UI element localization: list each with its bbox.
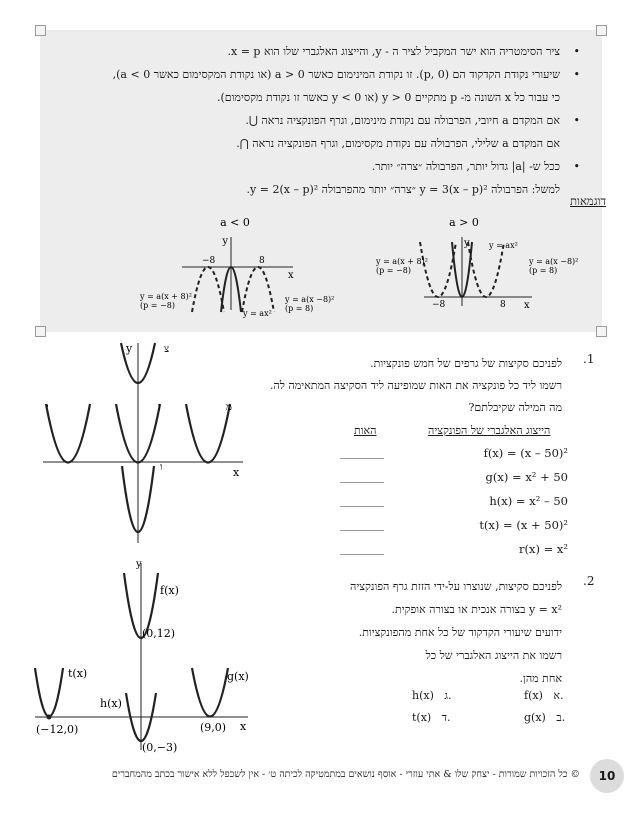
tick-label: 8 [259,256,265,266]
q2-line: רשמו את הייצוג האלגברי של כל [425,649,562,662]
parabola-t [46,404,90,463]
function-expression: h(x) = x² – 50 [489,494,568,508]
label-left-eq: y = a(x + 8)² [376,257,428,266]
summary-continuation: למשל: הפרבולה y = 3(x – p)² ״צרה״ יותר מהפרבולה y = 2(x – p)². [246,183,560,196]
example-graph-positive [372,212,582,312]
q1-row [340,470,568,494]
summary-bullet: • אם המקדם a חיובי, הפרבולה עם נקודת מינימום, וגרף הפונקציה נראה ⋃. [245,114,580,127]
q1-line: רשמו ליד כל פונקציה את האות שמופיעה ליד הסקיצה המתאימה לה. [269,379,562,392]
summary-bullet: • ככל ש- |a| גדול יותר, הפרבולה ״צרה״ יותר. [371,160,580,173]
parabola-right [242,267,274,312]
summary-continuation: כי עבור כל x השונה מ- p מתקיים y > 0 (או y < 0 כאשר זו נקודת מקסימום). [216,91,560,104]
q1-line: לפניכם סקיצות של גרפים של חמש פונקציות. [370,357,562,370]
q2-item-t: t(x) ד. [412,711,451,724]
summary-bullet: • שיעורי נקודת הקדקוד הם (p, 0). זו נקודת המינימום כאשר a > 0 (או נקודת המקסימום כאשר a < 0), [112,68,580,81]
function-expression: g(x) = x² + 50 [485,470,568,484]
q1-number: .1 [583,352,595,366]
example-pos-title: a > 0 [449,216,479,229]
parabola-left [420,242,456,297]
example-graph-negative [130,212,340,322]
y-axis-label: y [126,342,133,355]
examples-title: דוגמאות [570,194,606,208]
g-vertex-label: (9,0) [200,721,227,734]
q2-number: .2 [583,574,595,588]
q1-graph [38,338,248,548]
graph-letter: צ [164,344,170,355]
q2-line: y = x² בצורה אנכית או בצורה אופקית. [391,603,562,616]
box-corner [35,326,46,337]
q2-item-f: f(x) א. [524,689,564,702]
t-vertex-label: (−12,0) [36,723,79,736]
tick-label: −8 [202,256,216,266]
label-left-p: (p = −8) [376,266,411,275]
t-label: t(x) [68,667,88,680]
q1-line: מה המילה שקיבלתם? [468,401,562,414]
tick-label: 8 [500,300,506,310]
summary-list [52,40,582,201]
y-axis-label: y [222,236,228,247]
box-corner [35,25,46,36]
h-label: h(x) [100,697,122,710]
label-center: y = ax² [489,241,518,250]
graph-letter: ו [158,402,161,413]
h-vertex-label: (0,−3) [142,741,178,754]
f-vertex-label: (0,12) [142,627,176,640]
answer-blank[interactable]: ________ [340,470,384,483]
q1-col-func-header: הייצוג האלגברי של הפונקציה [428,424,551,437]
y-axis-label: y [464,238,470,249]
q1-table [340,446,568,566]
box-corner [596,25,607,36]
q1-text [262,353,562,419]
page-number: 10 [590,759,624,793]
parabola-left [192,267,224,312]
x-axis-label: x [233,466,240,479]
x-axis-label: x [524,300,530,311]
x-axis-label: x [240,720,247,733]
label-right-p: (p = 8) [529,266,558,275]
q1-row [340,542,568,566]
label-left-eq: y = a(x + 8)² [140,292,192,301]
parabola-g [192,668,228,717]
q2-text [262,575,562,690]
t-vertex-point [47,715,52,720]
answer-blank[interactable]: ________ [340,494,384,507]
label-center: y = ax² [243,309,272,318]
q2-item-h: h(x) ג. [412,689,452,702]
q1-row [340,494,568,518]
answer-blank[interactable]: ________ [340,542,384,555]
summary-continuation: אם המקדם a שלילי, הפרבולה עם נקודת מקסימום, וגרף הפונקציה נראה ⋂. [236,137,560,150]
function-expression: r(x) = x² [519,542,568,556]
box-corner [596,326,607,337]
g-label: g(x) [227,670,249,683]
parabola-right [468,242,504,297]
q2-graph [30,555,260,755]
function-expression: t(x) = (x + 50)² [479,518,568,532]
parabola-f [186,404,230,463]
f-label: f(x) [160,584,179,597]
label-right-p: (p = 8) [285,304,314,313]
function-expression: f(x) = (x – 50)² [483,446,568,460]
q2-line: ידועים שיעורי הקדקוד של כל אחת מהפונקציות. [358,626,562,639]
graph-letter: מ [226,402,232,413]
label-right-eq: y = a(x −8)² [529,257,579,266]
q1-col-letter-header: האות [354,424,377,437]
answer-blank[interactable]: ________ [340,518,384,531]
summary-bullet: • ציר הסימטריה הוא ישר המקביל לציר ה - y, והייצוג האלגברי שלו הוא x = p. [227,45,580,58]
label-right-eq: y = a(x −8)² [285,295,335,304]
copyright-text: © כל הזכויות שמורות - יצחק שלו & אתי עוזרי - אוסף נושאים במתמטיקה לכיתה ט׳ - אין לשכפל ללא אישור בכתב מהמחברים [111,769,580,780]
q1-row [340,446,568,470]
answer-blank[interactable]: ________ [340,446,384,459]
example-neg-title: a < 0 [220,216,250,229]
q2-line: לפניכם סקיצות, שנוצרו על-ידי הזזת גרף הפונקציה [350,580,562,593]
x-axis-label: x [288,270,294,281]
label-left-p: (p = −8) [140,301,175,310]
parabola-t [35,668,63,717]
y-axis-label: y [136,559,142,570]
graph-letter: ו [160,462,163,473]
graph-letter: י [46,402,49,413]
q2-item-g: g(x) ב. [524,711,566,724]
tick-label: −8 [432,300,446,310]
q1-row [340,518,568,542]
q2-line: אחת מהן. [519,672,562,685]
